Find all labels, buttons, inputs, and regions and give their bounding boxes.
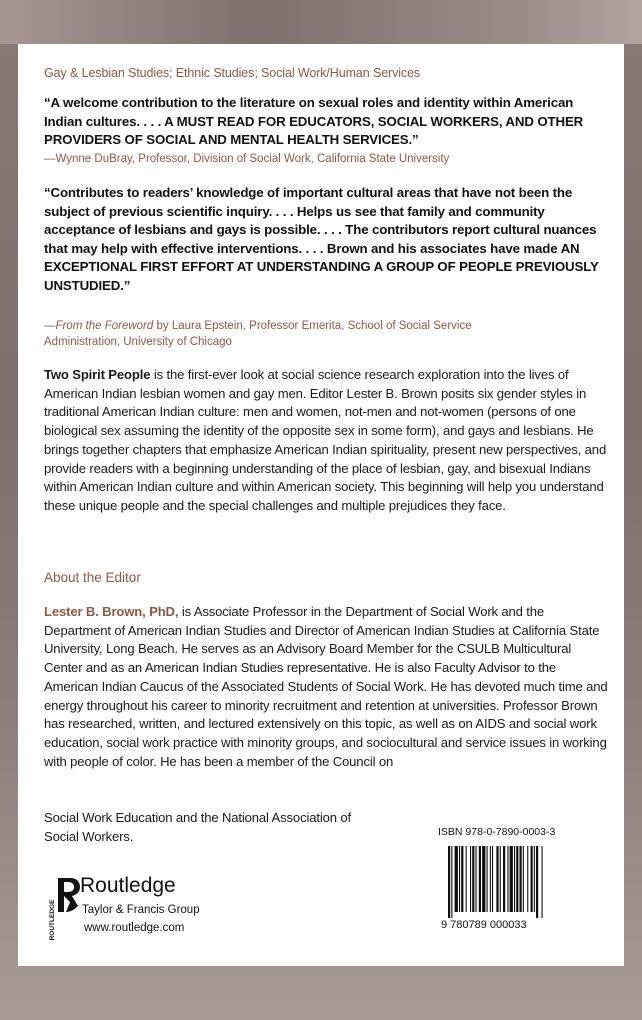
review-attribution-2	[44, 318, 504, 350]
foreword-label: —From the Foreword	[44, 320, 154, 332]
barcode-bar	[455, 846, 458, 912]
barcode-bar	[531, 846, 533, 912]
barcode-bar	[490, 846, 491, 912]
barcode-bar	[466, 846, 467, 912]
barcode-bar	[527, 846, 528, 912]
barcode-bar	[507, 846, 508, 912]
barcode-bar	[503, 846, 505, 912]
barcode-bar	[470, 846, 471, 912]
back-cover	[18, 44, 624, 966]
barcode-bar	[500, 846, 501, 912]
barcode-bar	[520, 846, 522, 912]
book-title: Two Spirit People	[44, 367, 151, 382]
publisher-group: Taylor & Francis Group	[82, 904, 200, 916]
barcode	[438, 844, 588, 930]
subject-categories: Gay & Lesbian Studies; Ethnic Studies; Social Work/Human Services	[44, 66, 421, 80]
review-quote-2: “Contributes to readers’ knowledge of important cultural areas that have not been the subject of previous scientific inquiry. . . . Helps us see that family and community acceptance of lesbians and gays is possible. . . . The contributors report cultural nuances that may help with effective interventions. . . . Brown and his associates have made AN EXCEPTIONAL FIRST EFFORT AT UNDERSTANDING A GROUP OF PEOPLE PREVIOUSLY UNSTUDIED.”	[44, 185, 599, 293]
publisher-name: Routledge	[80, 874, 176, 897]
barcode-bar	[510, 846, 513, 912]
isbn-number: ISBN 978-0-7890-0003-3	[438, 826, 556, 838]
barcode-bar	[472, 846, 474, 912]
editor-name: Lester B. Brown, PhD,	[44, 604, 179, 619]
barcode-bar	[492, 846, 493, 912]
review-quote-1: “A welcome contribution to the literature on sexual roles and identity within American Indian cultures. . . . A MUST READ FOR EDUCATORS, SOCIAL WORKERS, AND OTHER PROVIDERS OF SOCIAL AND MENTAL HEALTH SERVICES.”	[44, 95, 584, 148]
barcode-bar	[476, 846, 477, 912]
barcode-bar	[516, 846, 518, 912]
barcode-bar	[487, 846, 488, 912]
foreword-author: by Laura Epstein, Professor Emerita, School of Social Service Administration, University of Chicago	[44, 320, 472, 348]
barcode-bar	[534, 846, 535, 912]
review-attribution-1: —Wynne DuBray, Professor, Division of Social Work, California State University	[44, 153, 450, 165]
barcode-bar	[496, 846, 498, 912]
barcode-bars	[448, 846, 543, 918]
about-editor-heading: About the Editor	[44, 570, 141, 585]
editor-bio-tail: Social Work Education and the National Association of Social Workers.	[44, 810, 351, 844]
barcode-bar	[448, 846, 450, 918]
publisher-url[interactable]: www.routledge.com	[84, 922, 185, 934]
barcode-bar	[514, 846, 515, 912]
description-text: is the first-ever look at social science research exploration into the lives of American Indian lesbian women and gay men. Editor Lester B. Brown posits six gender styles in traditional American Indian culture: men and women, not-men and not-women (persons of one biological sex assuming the identity of the opposite sex in some form), and gays and lesbians. He brings together chapters that emphasize American Indian spirituality, present new perspectives, and provide readers with a beginning understanding of the place of lesbian, gay, and bisexual Indians within American Indian culture and within American society. This beginning will help you understand these unique people and the special challenges and multiple prejudices they face.	[44, 367, 607, 513]
bio-text: is Associate Professor in the Department of Social Work and the Department of American Indian Studies and Director of American Indian Studies at California State University, Long Beach. He serves as an Advisory Board Member for the CSULB Multicultural Center and as an American Indian Studies representative. He is also Faculty Advisor to the American Indian Caucus of the Associated Students of Social Work. He has devoted much time and energy throughout his career to minority recruitment and retention at universities. Professor Brown has researched, written, and lectured extensively on this topic, as well as on AIDS and social work education, social work practice with minority groups, and sociocultural and service issues in working with people of color. He has been a member of the Council on	[44, 604, 608, 769]
book-description	[44, 366, 610, 516]
barcode-bar	[459, 846, 460, 912]
barcode-bar	[523, 846, 524, 912]
barcode-bar	[542, 846, 543, 918]
barcode-bar	[536, 846, 538, 918]
background-top	[0, 0, 642, 44]
editor-bio	[44, 603, 610, 771]
routledge-vertical-text: ROUTLEDGE	[49, 899, 56, 941]
barcode-bar	[461, 846, 463, 912]
barcode-bar	[451, 846, 452, 918]
barcode-bar	[482, 846, 485, 912]
barcode-bar	[479, 846, 481, 912]
barcode-digits: 9 780789 000033	[441, 919, 527, 930]
